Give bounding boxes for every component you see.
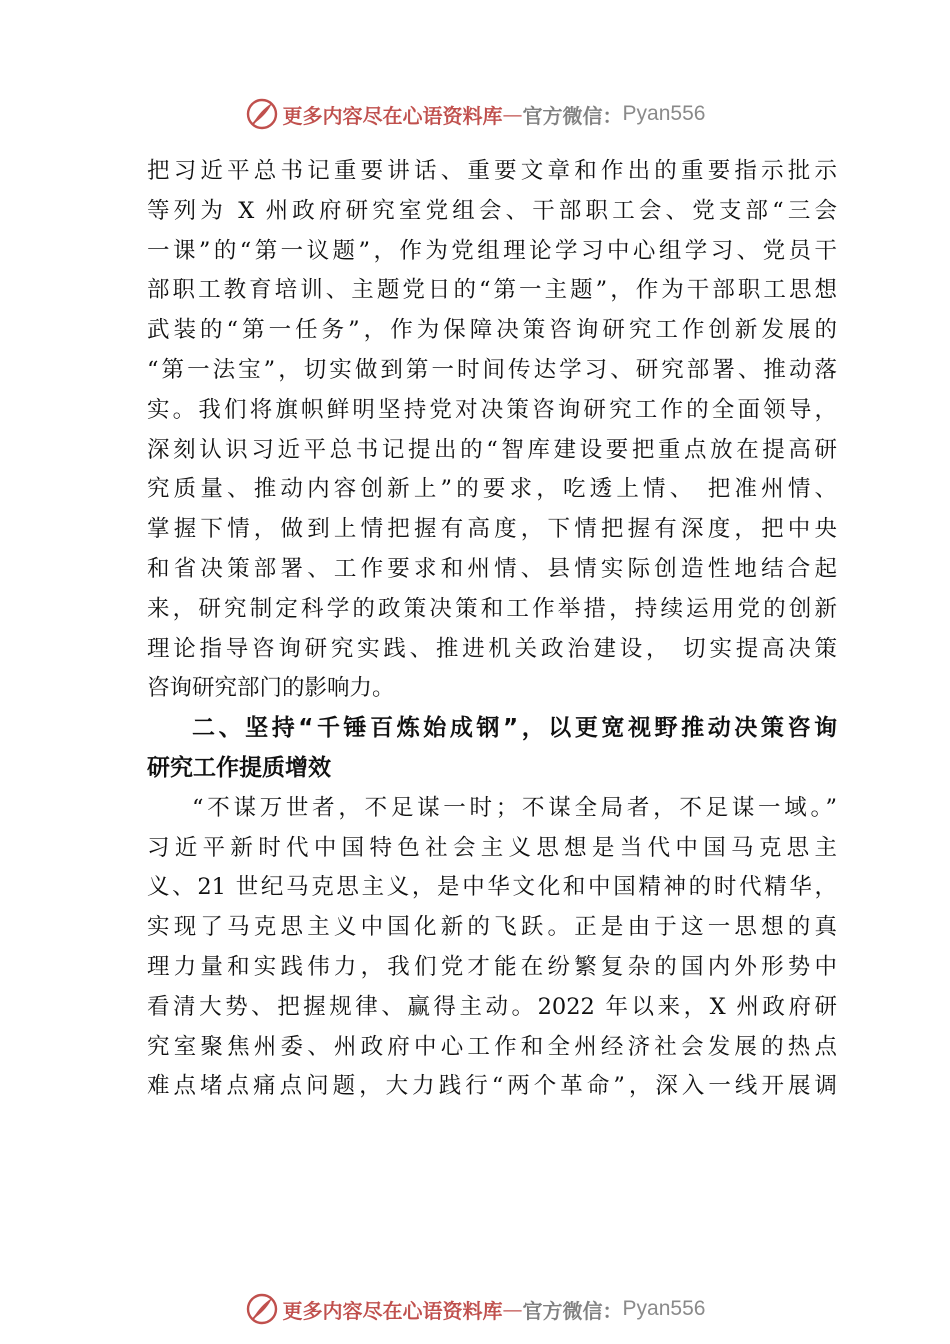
text-line: 究室聚焦州委、州政府中心工作和全州经济社会发展的热点 [147, 1033, 837, 1060]
header-watermark [0, 94, 950, 134]
text-line: 一课”的“第一议题”，作为党组理论学习中心组学习、党员干 [147, 237, 837, 264]
quill-logo-icon [245, 1292, 279, 1326]
watermark-wechat-label: 官方微信： [522, 103, 623, 128]
text-line: 掌握下情，做到上情把握有高度，下情把握有深度，把中央 [147, 516, 837, 543]
text-line: 和省决策部署、工作要求和州情、县情实际创造性地结合起 [147, 555, 837, 582]
text-line: “不谋万世者，不足谋一时；不谋全局者，不足谋一域。” [192, 794, 837, 821]
text-line: 实现了马克思主义中国化新的飞跃。正是由于这一思想的真 [147, 914, 837, 941]
text-line: 习近平新时代中国特色社会主义思想是当代中国马克思主 [147, 834, 837, 861]
paragraph-1 [147, 152, 837, 709]
watermark-site-name: 更多内容尽在心语资料库 [282, 103, 503, 128]
text-line: 武装的“第一任务”，作为保障决策咨询研究工作创新发展的 [147, 317, 837, 344]
paragraph-2 [147, 789, 837, 1107]
watermark-wechat-id: Pyan556 [622, 1297, 706, 1320]
watermark-dash: — [502, 102, 523, 126]
section-heading [147, 709, 837, 789]
watermark-site-name: 更多内容尽在心语资料库 [282, 1298, 503, 1323]
watermark-dash: — [502, 1297, 523, 1321]
text-line: 部职工教育培训、主题党日的“第一主题”，作为干部职工思想 [147, 277, 837, 304]
text-line: 究质量、推动内容创新上”的要求，吃透上情、 把准州情、 [147, 476, 837, 503]
text-line: 来，研究制定科学的政策决策和工作举措，持续运用党的创新 [147, 595, 837, 622]
document-body [147, 152, 837, 1107]
text-line: “第一法宝”，切实做到第一时间传达学习、研究部署、推动落 [147, 356, 837, 383]
text-line: 理力量和实践伟力，我们党才能在纷繁复杂的国内外形势中 [147, 953, 837, 980]
text-line: 实。我们将旗帜鲜明坚持党对决策咨询研究工作的全面领导， [147, 396, 837, 423]
footer-watermark [0, 1289, 950, 1329]
heading-line: 二、坚持“千锤百炼始成钢”，以更宽视野推动决策咨询 [192, 715, 837, 742]
text-line: 把习近平总书记重要讲话、重要文章和作出的重要指示批示 [147, 158, 837, 184]
watermark-wechat-label: 官方微信： [522, 1298, 623, 1323]
text-line: 咨询研究部门的影响力。 [147, 675, 395, 702]
text-line: 等列为 X 州政府研究室党组会、干部职工会、党支部“三会 [147, 197, 837, 224]
text-line: 难点堵点痛点问题，大力践行“两个革命”，深入一线开展调 [147, 1073, 837, 1100]
text-line: 看清大势、把握规律、赢得主动。2022 年以来，X 州政府研 [147, 993, 837, 1020]
text-line: 深刻认识习近平总书记提出的“智库建设要把重点放在提高研 [147, 436, 837, 463]
text-line: 理论指导咨询研究实践、推进机关政治建设， 切实提高决策 [147, 635, 837, 662]
text-line: 义、21 世纪马克思主义，是中华文化和中国精神的时代精华， [147, 874, 837, 901]
watermark-wechat-id: Pyan556 [622, 102, 706, 125]
heading-line: 研究工作提质增效 [147, 754, 331, 781]
quill-logo-icon [245, 97, 279, 131]
